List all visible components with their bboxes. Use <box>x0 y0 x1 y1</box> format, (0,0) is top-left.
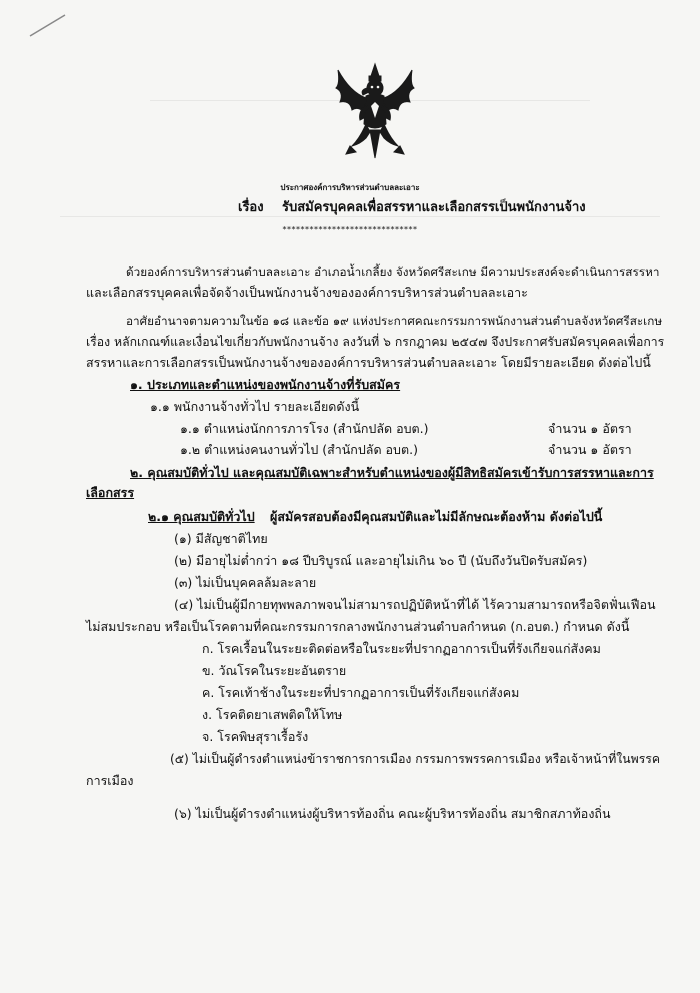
title-divider: ****************************** <box>282 225 418 234</box>
garuda-emblem-icon <box>330 62 420 172</box>
position-count: จำนวน ๑ อัตรา <box>548 421 632 436</box>
section-2-heading: ๒. คุณสมบัติทั่วไป และคุณสมบัติเฉพาะสำหรับตำแหน่งของผู้มีสิทธิสมัครเข้ารับการสรรหาและการ <box>130 465 654 480</box>
intro-paragraph-2-line-1: อาศัยอำนาจตามความในข้อ ๑๘ และข้อ ๑๙ แห่งประกาศคณะกรรมการพนักงานส่วนตำบลจังหวัดศรีสะเกษ <box>126 314 663 328</box>
disease-item: ค. โรคเท้าช้างในระยะที่ปรากฏอาการเป็นที่รังเกียจแก่สังคม <box>202 685 520 700</box>
intro-paragraph-2-line-3: สรรหาและการเลือกสรรเป็นพนักงานจ้างขององค์การบริหารส่วนตำบลละเอาะ โดยมีรายละเอียด ดังต่อไปนี้ <box>86 355 651 370</box>
qualification-item-5-line-1: (๕) ไม่เป็นผู้ดำรงตำแหน่งข้าราชการการเมือง กรรมการพรรคการเมือง หรือเจ้าหน้าที่ในพรรค <box>170 752 661 766</box>
disease-item: จ. โรคพิษสุราเรื้อรัง <box>202 729 309 744</box>
section-1-1-subheading: ๑.๑ พนักงานจ้างทั่วไป รายละเอียดดังนี้ <box>150 399 360 414</box>
qualification-item-5-line-2: การเมือง <box>86 773 134 788</box>
section-1-heading: ๑. ประเภทและตำแหน่งของพนักงานจ้างที่รับสมัคร <box>130 377 401 392</box>
announcement-title: ประกาศองค์การบริหารส่วนตำบลละเอาะ <box>280 183 420 192</box>
disease-item: ง. โรคติดยาเสพติดให้โทษ <box>202 707 343 722</box>
section-2-1-text: ผู้สมัครสอบต้องมีคุณสมบัติและไม่มีลักษณะต้องห้าม ดังต่อไปนี้ <box>270 509 603 524</box>
position-count: จำนวน ๑ อัตรา <box>548 442 632 457</box>
intro-paragraph-1-line-2: และเลือกสรรบุคคลเพื่อจัดจ้างเป็นพนักงานจ้างขององค์การบริหารส่วนตำบลละเอาะ <box>86 285 528 300</box>
disease-item: ก. โรคเรื้อนในระยะติดต่อหรือในระยะที่ปรากฏอาการเป็นที่รังเกียจแก่สังคม <box>202 641 601 656</box>
qualification-item: (๑) มีสัญชาติไทย <box>174 531 268 546</box>
section-2-heading-cont: เลือกสรร <box>86 485 135 500</box>
disease-item: ข. วัณโรคในระยะอันตราย <box>202 663 347 678</box>
qualification-item-6: (๖) ไม่เป็นผู้ดำรงตำแหน่งผู้บริหารท้องถิ่น คณะผู้บริหารท้องถิ่น สมาชิกสภาท้องถิ่น <box>174 806 611 821</box>
subject-label: เรื่อง <box>238 200 264 215</box>
section-2-1-heading: ๒.๑ คุณสมบัติทั่วไป <box>148 509 255 524</box>
position-name: ๑.๒ ตำแหน่งคนงานทั่วไป (สำนักปลัด อบต.) <box>180 442 418 457</box>
qualification-item: (๓) ไม่เป็นบุคคลล้มละลาย <box>174 575 317 590</box>
pen-mark <box>28 12 68 38</box>
qualification-item: (๒) มีอายุไม่ต่ำกว่า ๑๘ ปีบริบูรณ์ และอายุไม่เกิน ๖๐ ปี (นับถึงวันปิดรับสมัคร) <box>174 553 588 568</box>
intro-paragraph-1-line-1: ด้วยองค์การบริหารส่วนตำบลละเอาะ อำเภอน้ำเกลี้ยง จังหวัดศรีสะเกษ มีความประสงค์จะดำเนินการสรรหา <box>126 265 660 279</box>
intro-paragraph-2-line-2: เรื่อง หลักเกณฑ์และเงื่อนไขเกี่ยวกับพนักงานจ้าง ลงวันที่ ๖ กรกฎาคม ๒๕๔๗ จึงประกาศรับสมัครบุคคลเพื่อการ <box>86 335 665 349</box>
subject-text: รับสมัครบุคคลเพื่อสรรหาและเลือกสรรเป็นพนักงานจ้าง <box>282 200 586 215</box>
qualification-item-4-line-2: ไม่สมประกอบ หรือเป็นโรคตามที่คณะกรรมการกลางพนักงานส่วนตำบลกำหนด (ก.อบต.) กำหนด ดังนี้ <box>86 619 630 634</box>
qualification-item-4-line-1: (๔) ไม่เป็นผู้มีกายทุพพลภาพจนไม่สามารถปฏิบัติหน้าที่ได้ ไร้ความสามารถหรือจิตฟั่นเฟือน <box>174 597 656 612</box>
position-name: ๑.๑ ตำแหน่งนักการภารโรง (สำนักปลัด อบต.) <box>180 421 429 436</box>
scan-artifact <box>60 216 660 217</box>
